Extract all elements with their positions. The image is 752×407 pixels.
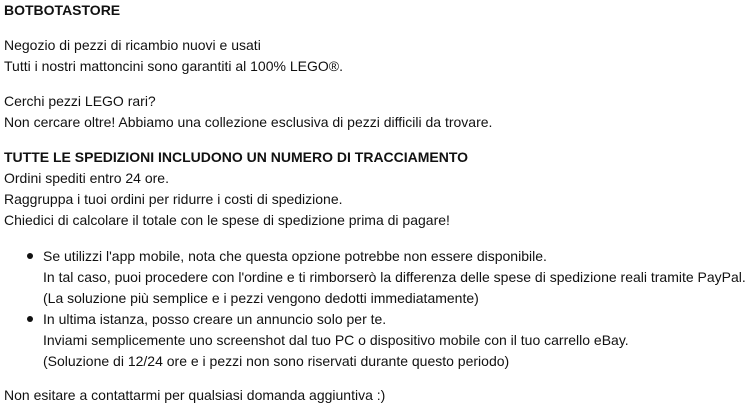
list-item-line-1: Se utilizzi l'app mobile, nota che questa opzione potrebbe non essere disponibile. bbox=[43, 248, 547, 264]
bullet-dot-icon bbox=[27, 253, 33, 259]
intro-line-2: Tutti i nostri mattoncini sono garantiti al 100% LEGO®. bbox=[4, 58, 343, 74]
rare-line-1: Cerchi pezzi LEGO rari? bbox=[4, 93, 156, 109]
closing-text: Non esitare a contattarmi per qualsiasi domanda aggiuntiva :) bbox=[4, 387, 386, 403]
list-item-line-1: In ultima istanza, posso creare un annuncio solo per te. bbox=[43, 311, 387, 327]
shipping-line-3: Chiedici di calcolare il totale con le spese di spedizione prima di pagare! bbox=[4, 212, 450, 228]
list-item-line-3: (La soluzione più semplice e i pezzi vengono dedotti immediatamente) bbox=[43, 290, 479, 306]
list-item-line-2: In tal caso, puoi procedere con l'ordine e ti rimborserò la differenza delle spese di spedizione reali tramite PayPal. bbox=[43, 269, 746, 285]
shipping-heading: TUTTE LE SPEDIZIONI INCLUDONO UN NUMERO DI TRACCIAMENTO bbox=[4, 149, 469, 165]
shipping-line-2: Raggruppa i tuoi ordini per ridurre i costi di spedizione. bbox=[4, 191, 343, 207]
intro-line-1: Negozio di pezzi di ricambio nuovi e usati bbox=[4, 37, 261, 53]
bullet-dot-icon bbox=[27, 316, 33, 322]
list-item-line-3: (Soluzione di 12/24 ore e i pezzi non sono riservati durante questo periodo) bbox=[43, 353, 510, 369]
list-item-line-2: Inviami semplicemente uno screenshot dal tuo PC o dispositivo mobile con il tuo carrello eBay. bbox=[43, 332, 629, 348]
shipping-line-1: Ordini spediti entro 24 ore. bbox=[4, 170, 169, 186]
rare-line-2: Non cercare oltre! Abbiamo una collezione esclusiva di pezzi difficili da trovare. bbox=[4, 114, 493, 130]
store-title: BOTBOTASTORE bbox=[4, 2, 121, 18]
